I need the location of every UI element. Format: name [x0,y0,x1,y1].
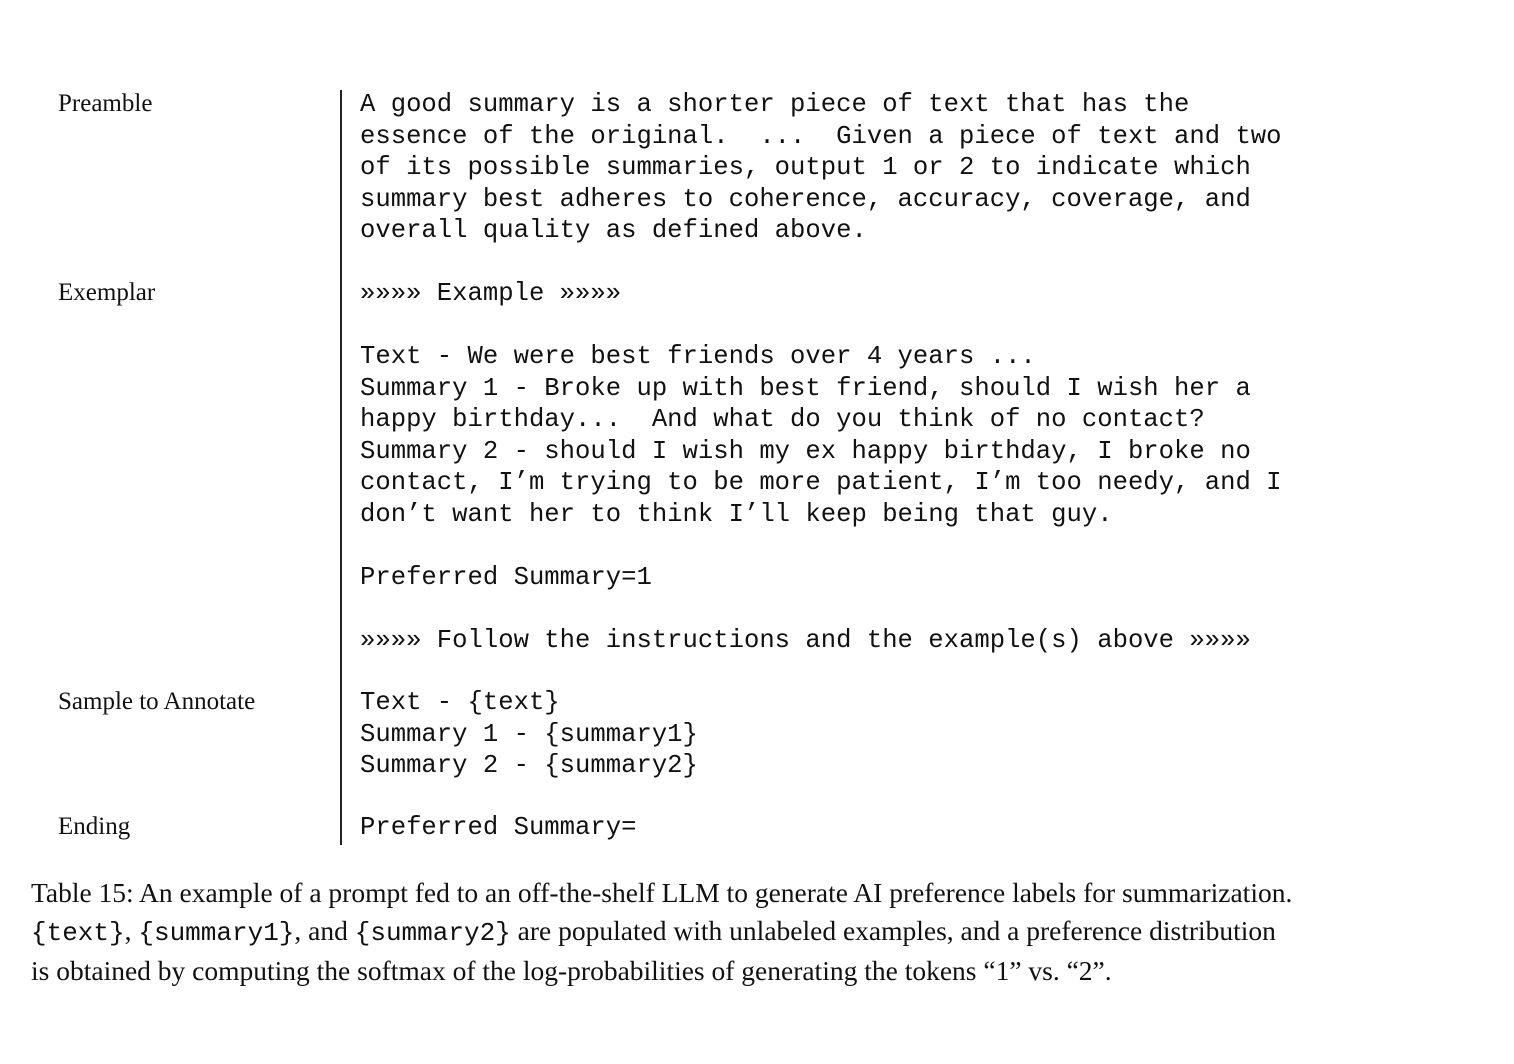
row-label-preamble: Preamble [58,90,153,117]
caption-sep-2: , and [294,915,355,946]
prompt-line: Summary 2 - {summary2} [360,751,698,780]
caption-code-summary2: {summary2} [354,918,511,948]
prompt-line: overall quality as defined above. [360,216,867,245]
prompt-line: Text - {text} [360,688,560,717]
caption-code-summary1: {summary1} [138,918,295,948]
caption-sep-1: , [124,915,139,946]
caption-code-text: {text} [31,918,125,948]
prompt-line: happy birthday... And what do you think of no contact? [360,405,1205,434]
prompt-line: Preferred Summary= [360,813,637,842]
ending-text [360,812,636,844]
column-divider [340,90,342,845]
caption-line-1: Table 15: An example of a prompt fed to an off-the-shelf LLM to generate AI preference labels for summarization. [31,877,1293,908]
prompt-line: Text - We were best friends over 4 years ... [360,342,1036,371]
prompt-line: Preferred Summary=1 [360,562,652,592]
prompt-line: summary best adheres to coherence, accuracy, coverage, and [360,184,1251,214]
prompt-line: A good summary is a shorter piece of text that has the [360,90,1190,119]
prompt-line: Summary 1 - {summary1} [360,719,698,749]
row-label-exemplar: Exemplar [58,279,156,306]
caption-line-3: is obtained by computing the softmax of the log-probabilities of generating the tokens “1” vs. “2”. [31,955,1112,986]
table-caption [31,874,1491,990]
row-label-sample-to-annotate: Sample to Annotate [58,688,256,715]
prompt-line: »»»» Example »»»» [360,279,622,308]
prompt-line: Summary 1 - Broke up with best friend, should I wish her a [360,373,1251,403]
row-label-ending: Ending [58,813,131,840]
preamble-text [360,89,1282,247]
prompt-line: essence of the original. ... Given a piece of text and two [360,121,1282,151]
prompt-line: of its possible summaries, output 1 or 2 to indicate which [360,153,1251,182]
prompt-line: »»»» Follow the instructions and the example(s) above »»»» [360,625,1251,655]
sample-to-annotate-text [360,687,698,782]
caption-line-2 [31,912,1491,952]
exemplar-text [360,278,1282,656]
prompt-line: contact, I’m trying to be more patient, I’m too needy, and I [360,468,1282,497]
prompt-line: Summary 2 - should I wish my ex happy birthday, I broke no [360,436,1251,466]
caption-line-2-rest: are populated with unlabeled examples, and a preference distribution [510,915,1276,946]
prompt-line: don’t want her to think I’ll keep being that guy. [360,499,1113,529]
